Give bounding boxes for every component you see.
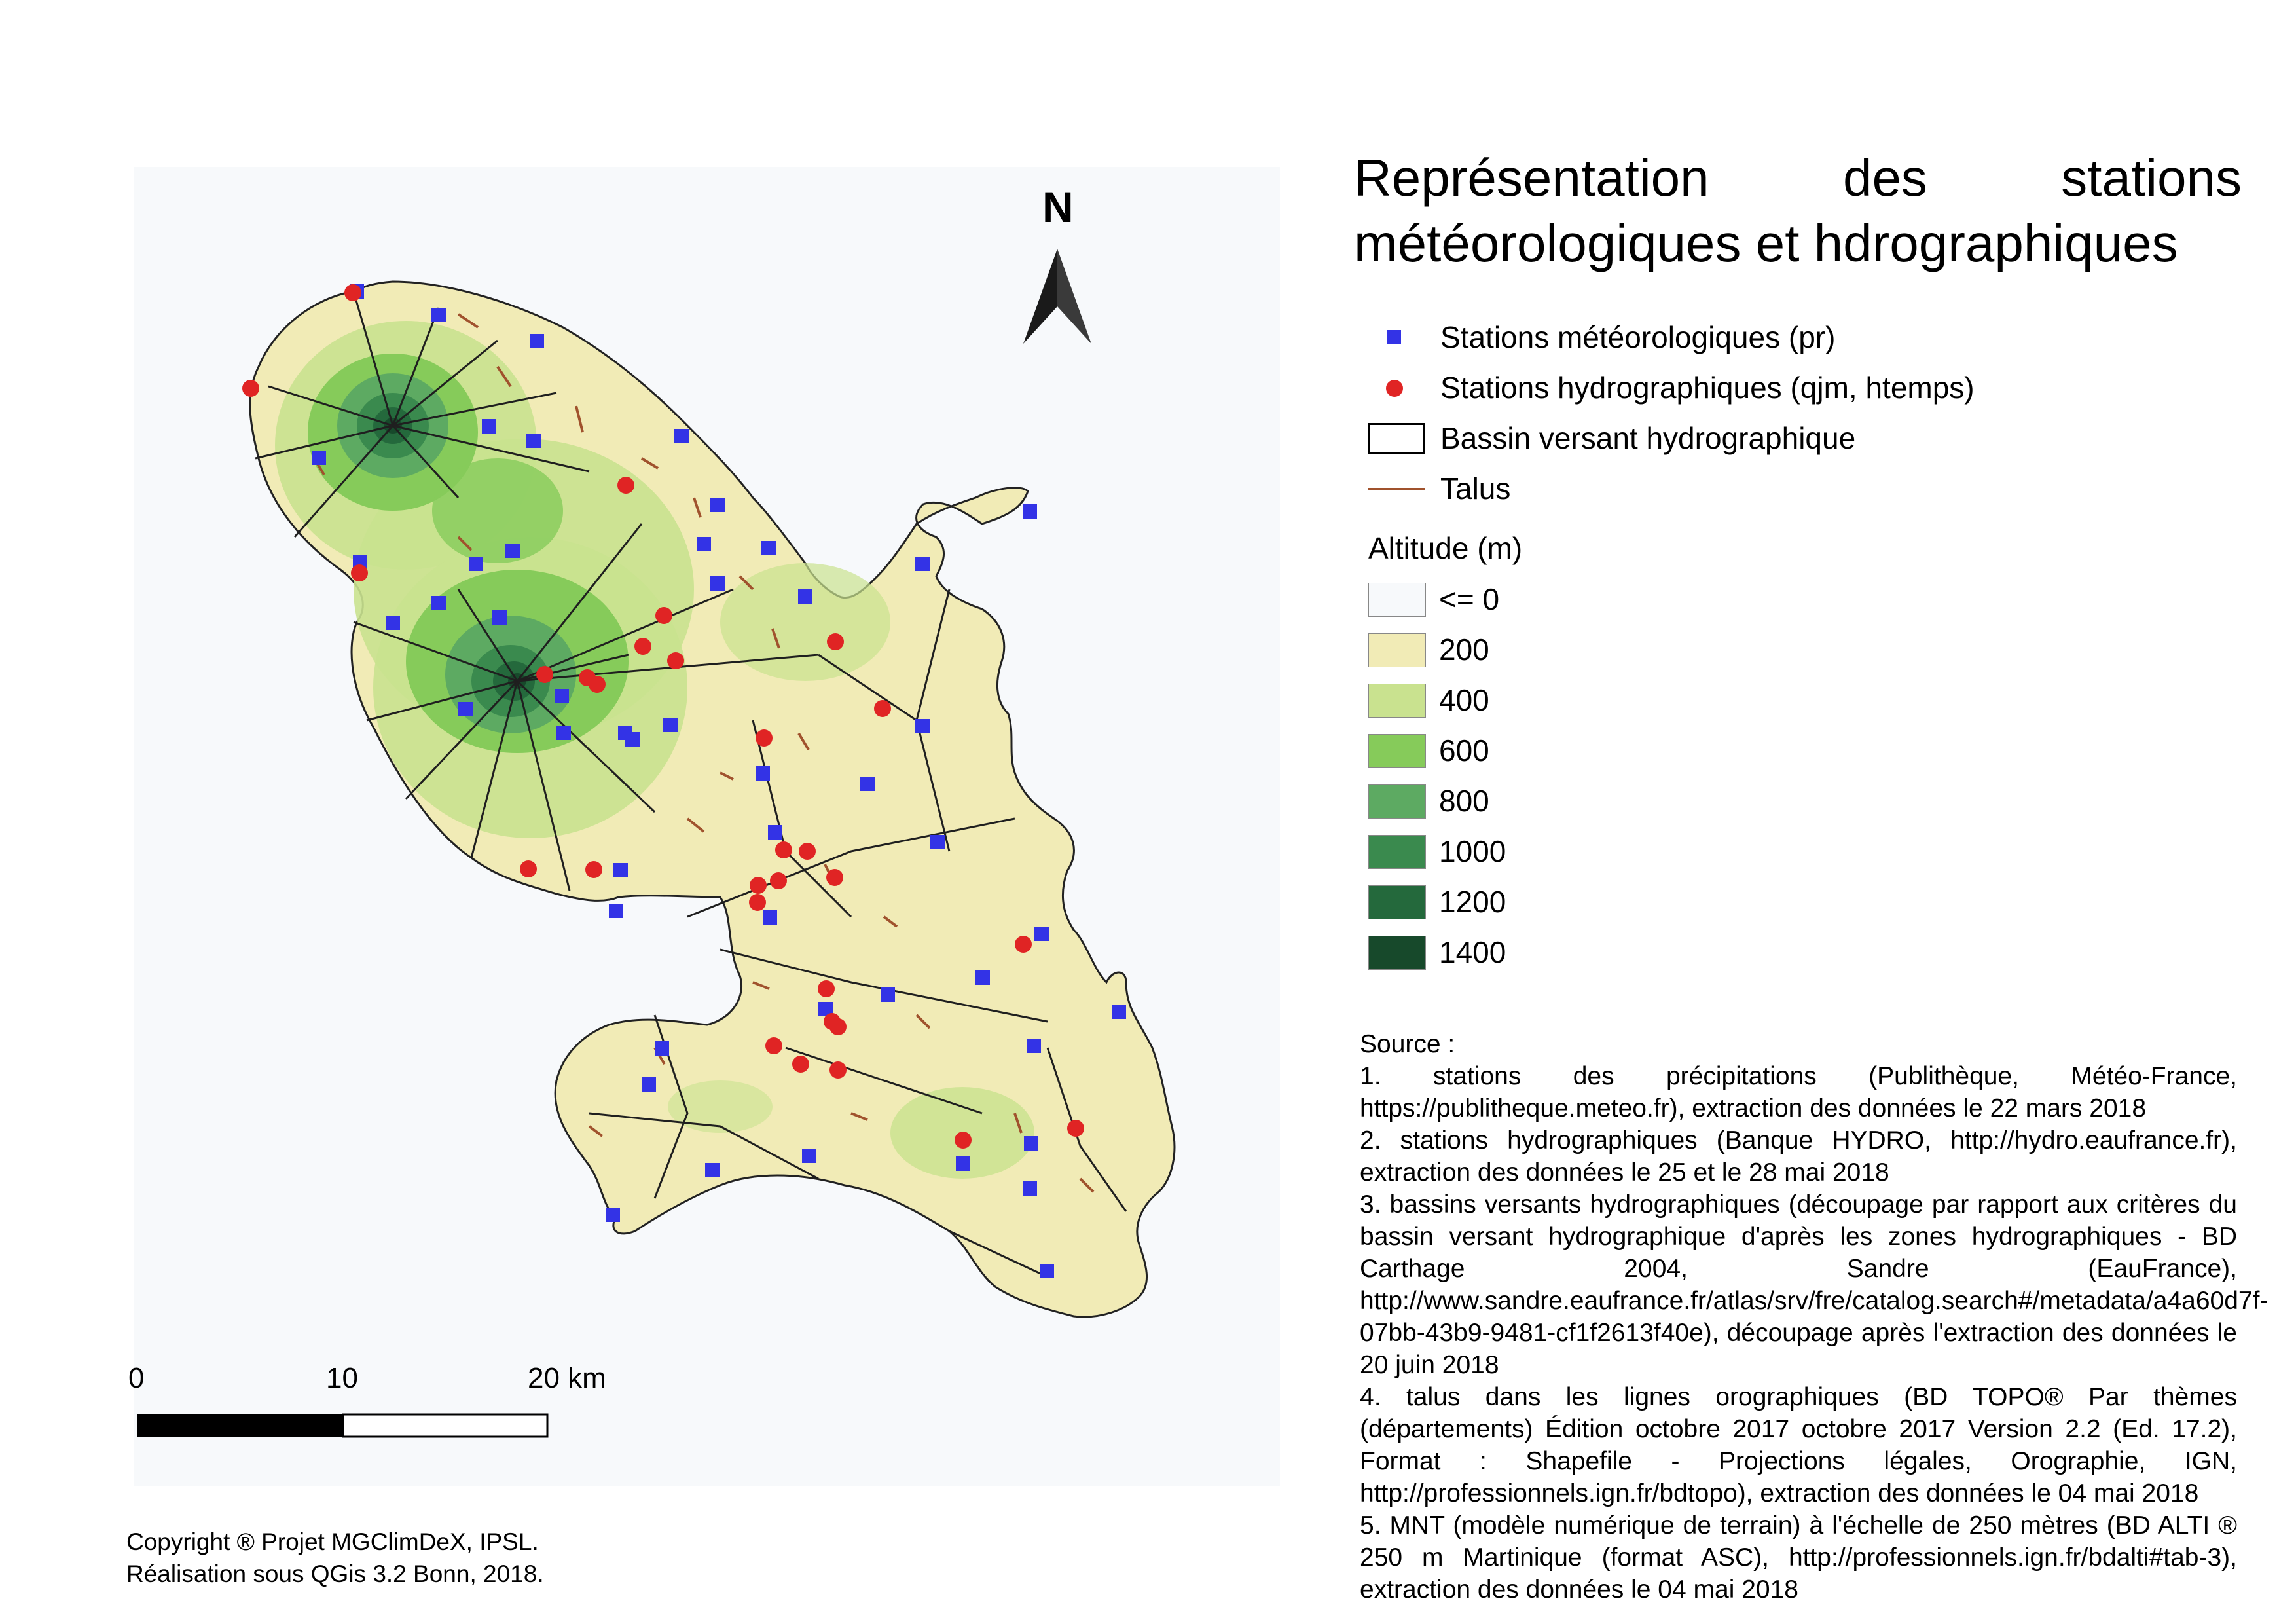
blue-square-icon xyxy=(1368,314,1427,360)
hydro-station-marker xyxy=(750,877,767,894)
weather-station-marker xyxy=(613,863,628,877)
weather-station-marker xyxy=(609,904,623,918)
legend-weather-stations xyxy=(1368,314,1835,360)
weather-station-marker xyxy=(768,825,782,840)
legend-basin xyxy=(1368,415,1855,461)
altitude-swatch-200 xyxy=(1368,633,1426,667)
hydro-station-marker xyxy=(589,676,606,693)
weather-station-marker xyxy=(530,334,544,348)
hydro-station-marker xyxy=(520,860,537,877)
legend-label: Stations hydrographiques (qjm, htemps) xyxy=(1440,371,1975,405)
weather-station-marker xyxy=(1112,1005,1126,1019)
weather-station-marker xyxy=(642,1077,656,1092)
weather-station-marker xyxy=(386,616,400,630)
weather-station-marker xyxy=(802,1149,816,1163)
altitude-label: 200 xyxy=(1439,633,1489,667)
weather-station-marker xyxy=(1024,1136,1038,1151)
scale-label-0: 0 xyxy=(128,1362,145,1394)
hydro-station-marker xyxy=(1067,1120,1084,1137)
hydro-station-marker xyxy=(826,869,843,886)
hydro-station-marker xyxy=(829,1061,847,1079)
weather-station-marker xyxy=(915,557,930,571)
hydro-station-marker xyxy=(792,1056,809,1073)
weather-station-marker xyxy=(505,544,520,558)
weather-station-marker xyxy=(458,702,473,716)
weather-station-marker xyxy=(763,910,777,925)
altitude-label: <= 0 xyxy=(1439,582,1500,616)
hydro-station-marker xyxy=(955,1132,972,1149)
copyright-block xyxy=(126,1526,544,1590)
altitude-label: 800 xyxy=(1439,784,1489,818)
hydro-station-marker xyxy=(242,380,259,397)
altitude-swatch-600 xyxy=(1368,734,1426,768)
hydro-station-marker xyxy=(1015,936,1032,953)
altitude-label: 400 xyxy=(1439,683,1489,717)
altitude-swatch-0 xyxy=(1368,583,1426,617)
weather-station-marker xyxy=(556,726,571,740)
hydro-station-marker xyxy=(756,729,773,747)
hydro-station-marker xyxy=(818,980,835,997)
hydro-station-marker xyxy=(829,1018,847,1035)
weather-station-marker xyxy=(975,970,990,985)
altitude-swatch-1000 xyxy=(1368,835,1426,869)
copyright-line: Copyright ® Projet MGClimDeX, IPSL. xyxy=(126,1528,539,1555)
scale-label-10: 10 xyxy=(326,1362,358,1394)
weather-station-marker xyxy=(881,987,895,1002)
weather-station-marker xyxy=(492,610,507,625)
weather-station-marker xyxy=(798,589,812,604)
weather-station-marker xyxy=(482,419,496,434)
north-label: N xyxy=(1042,183,1074,231)
legend-label: Bassin versant hydrographique xyxy=(1440,421,1856,455)
hydro-station-marker xyxy=(749,894,766,911)
weather-station-marker xyxy=(705,1163,720,1177)
weather-station-marker xyxy=(1023,504,1037,519)
source-item-2: 2. stations hydrographiques (Banque HYDRO, http://hydro.eaufrance.fr), extraction des données le 25 et le 28 mai 2018 xyxy=(1360,1126,2237,1187)
weather-station-marker xyxy=(697,537,711,551)
legend-hydro-stations xyxy=(1368,365,1975,411)
altitude-swatch-1200 xyxy=(1368,885,1426,919)
outline-rect-icon xyxy=(1368,415,1427,461)
weather-station-marker xyxy=(625,732,640,747)
weather-station-marker xyxy=(431,596,446,610)
weather-station-marker xyxy=(663,718,678,732)
hydro-station-marker xyxy=(536,666,553,683)
hydro-station-marker xyxy=(585,861,602,878)
hydro-station-marker xyxy=(874,700,891,717)
source-item-3: 3. bassins versants hydrographiques (découpage par rapport aux critères du bassin versant hydrographique d'après les zones hydrographiques - BD Carthage 2004, Sandre (EauFrance), http://www.sandre.eaufrance.fr/atlas/srv/fre/catalog.search#/metadata/a4a60d7f-07bb-43b9-9481-cf1f2613f40e), découpage après l'extraction des données le 20 juin 2018 xyxy=(1360,1190,2269,1379)
weather-station-marker xyxy=(312,451,326,465)
weather-station-marker xyxy=(710,576,725,591)
weather-station-marker xyxy=(761,541,776,555)
source-block xyxy=(1360,1028,2269,1606)
weather-station-marker xyxy=(1034,927,1049,941)
hydro-station-marker xyxy=(765,1037,782,1054)
scale-label-20: 20 km xyxy=(528,1362,606,1394)
source-item-5: 5. MNT (modèle numérique de terrain) à l'échelle de 250 mètres (BD ALTI ® 250 m Martinique (format ASC), http://professionnels.ign.fr/bdalti#tab-3), extraction des données le 04 mai 2018 xyxy=(1360,1511,2237,1604)
hydro-station-marker xyxy=(775,841,792,858)
weather-station-marker xyxy=(606,1208,620,1222)
scale-bar-white xyxy=(343,1414,547,1437)
hydro-station-marker xyxy=(770,872,787,889)
hydro-station-marker xyxy=(827,633,844,650)
hydro-station-marker xyxy=(799,843,816,860)
altitude-label: 1000 xyxy=(1439,834,1506,868)
software-line: Réalisation sous QGis 3.2 Bonn, 2018. xyxy=(126,1560,544,1587)
hydro-station-marker xyxy=(634,638,651,655)
altitude-swatch-1400 xyxy=(1368,936,1426,970)
red-circle-icon xyxy=(1368,365,1427,411)
brown-line-icon xyxy=(1368,466,1427,511)
weather-station-marker xyxy=(915,719,930,733)
weather-station-marker xyxy=(1040,1264,1054,1278)
weather-station-marker xyxy=(710,498,725,512)
altitude-swatch-800 xyxy=(1368,784,1426,819)
weather-station-marker xyxy=(469,557,483,571)
altitude-label: 1200 xyxy=(1439,885,1506,919)
hydro-station-marker xyxy=(655,607,672,624)
weather-station-marker xyxy=(674,429,689,443)
weather-station-marker xyxy=(930,835,945,849)
hydro-station-marker xyxy=(344,284,361,301)
weather-station-marker xyxy=(860,777,875,791)
altitude-label: 600 xyxy=(1439,733,1489,767)
altitude-label: 1400 xyxy=(1439,935,1506,969)
legend-label: Stations météorologiques (pr) xyxy=(1440,320,1836,354)
weather-station-marker xyxy=(555,689,569,703)
source-heading: Source : xyxy=(1360,1030,1455,1058)
weather-station-marker xyxy=(526,434,541,448)
legend-talus xyxy=(1368,466,1510,511)
weather-station-marker xyxy=(655,1041,669,1056)
weather-station-marker xyxy=(956,1156,970,1171)
source-item-1: 1. stations des précipitations (Publithèque, Météo-France, https://publitheque.meteo.fr), extraction des données le 22 mars 2018 xyxy=(1360,1062,2237,1122)
weather-station-marker xyxy=(1023,1181,1037,1196)
scale-bar xyxy=(137,1414,547,1437)
legend-label: Talus xyxy=(1440,471,1511,506)
scale-bar-black xyxy=(137,1414,343,1437)
source-item-4: 4. talus dans les lignes orographiques (BD TOPO® Par thèmes (départements) Édition octobre 2017 octobre 2017 Version 2.2 (Ed. 17.2), Format : Shapefile - Projections légales, Orographie, IGN, http://professionnels.ign.fr/bdtopo), extraction des données le 04 mai 2018 xyxy=(1360,1383,2237,1507)
weather-station-marker xyxy=(431,308,446,322)
hydro-station-marker xyxy=(617,477,634,494)
weather-station-marker xyxy=(756,766,770,781)
map-title: Représentation des stations météorologiques et hdrographiques xyxy=(1354,149,2242,272)
altitude-swatch-400 xyxy=(1368,684,1426,718)
weather-station-marker xyxy=(1027,1039,1041,1053)
altitude-title: Altitude (m) xyxy=(1368,531,1523,565)
hydro-station-marker xyxy=(351,564,368,581)
hydro-station-marker xyxy=(667,652,684,669)
